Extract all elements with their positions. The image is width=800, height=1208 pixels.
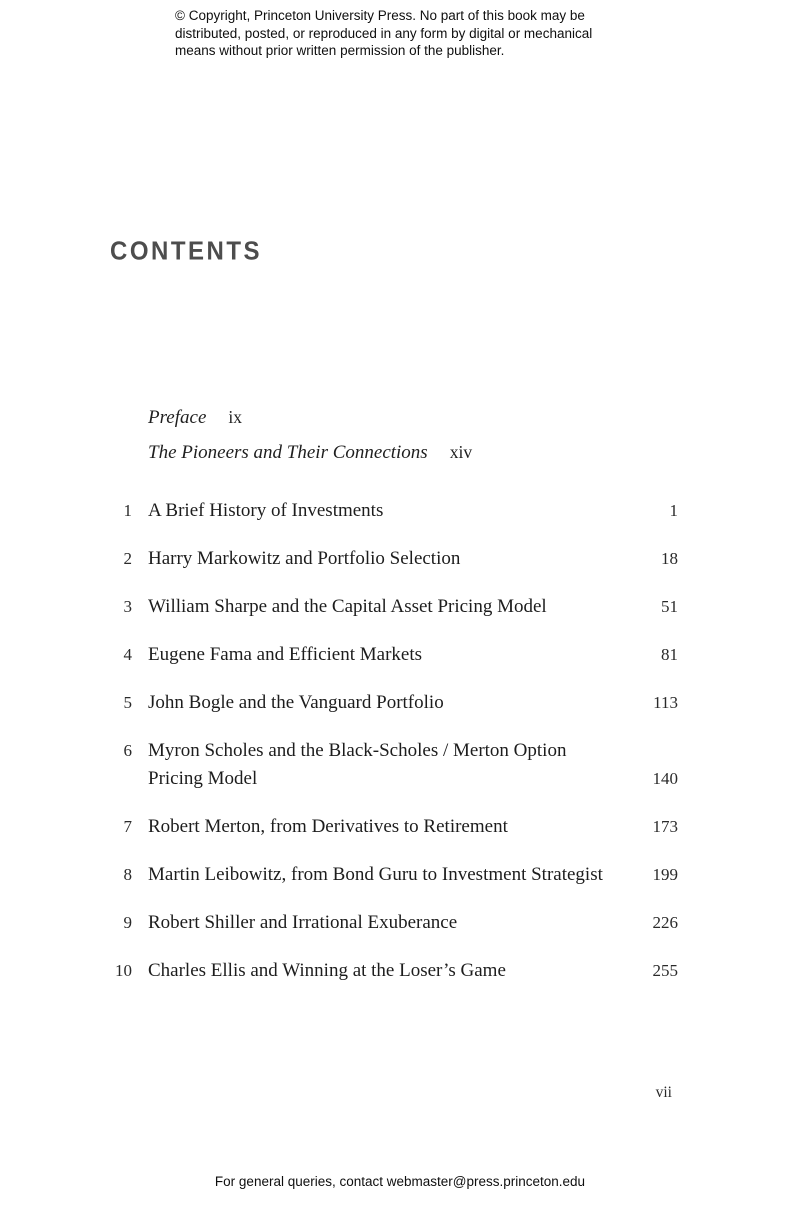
chapter-title: Charles Ellis and Winning at the Loser’s Game <box>148 960 506 981</box>
chapter-number: 2 <box>123 549 132 568</box>
chapter-number: 10 <box>115 961 132 980</box>
chapter-page: 51 <box>661 597 678 616</box>
toc-entry <box>112 909 678 937</box>
chapter-number: 5 <box>123 693 132 712</box>
chapter-title: John Bogle and the Vanguard Portfolio <box>148 692 444 713</box>
chapter-page: 140 <box>652 769 678 788</box>
chapter-title: Martin Leibowitz, from Bond Guru to Investment Strategist <box>148 864 603 885</box>
chapter-page: 18 <box>661 549 678 568</box>
chapter-page: 199 <box>652 865 678 884</box>
toc-entry <box>112 813 678 841</box>
chapter-page: 173 <box>652 817 678 836</box>
toc-entry <box>112 861 678 889</box>
chapter-title: Harry Markowitz and Portfolio Selection <box>148 548 461 569</box>
chapter-page: 81 <box>661 645 678 664</box>
toc-entry <box>112 497 678 525</box>
footer-query-text: For general queries, contact webmaster@press.princeton.edu <box>214 1174 586 1189</box>
chapter-page: 113 <box>653 693 678 712</box>
toc-entry <box>112 737 678 793</box>
toc-entry <box>112 545 678 573</box>
chapter-number: 9 <box>123 913 132 932</box>
copyright-notice: © Copyright, Princeton University Press. No part of this book may be distributed, posted, or reproduced in any form by digital or mechanical means without prior written permission of the publisher. <box>175 8 593 58</box>
page-folio: vii <box>655 1084 672 1101</box>
chapter-number: 3 <box>123 597 132 616</box>
chapter-page: 255 <box>652 961 678 980</box>
contents-heading: CONTENTS <box>110 237 262 267</box>
chapter-number: 4 <box>123 645 132 664</box>
chapter-number: 1 <box>123 501 132 520</box>
front-matter-page: xiv <box>449 442 473 462</box>
chapter-title: Robert Shiller and Irrational Exuberance <box>148 912 458 933</box>
front-matter-title: The Pioneers and Their Connections <box>148 442 428 463</box>
front-matter-item-pioneers <box>148 435 472 470</box>
front-matter-title: Preface <box>148 407 207 428</box>
chapter-number: 8 <box>123 865 132 884</box>
chapter-page: 1 <box>669 501 678 520</box>
chapter-number: 7 <box>123 817 132 836</box>
front-matter-item-preface <box>148 400 472 435</box>
chapter-number: 6 <box>123 741 132 760</box>
chapter-title: Eugene Fama and Efficient Markets <box>148 644 422 665</box>
chapter-title: William Sharpe and the Capital Asset Pricing Model <box>148 596 547 617</box>
toc-entry <box>112 689 678 717</box>
chapter-title: A Brief History of Investments <box>148 500 384 521</box>
chapter-title: Robert Merton, from Derivatives to Retirement <box>148 816 508 837</box>
front-matter-page: ix <box>228 407 242 427</box>
toc-entry <box>112 593 678 621</box>
toc-entry <box>112 641 678 669</box>
front-matter-list <box>148 400 472 470</box>
table-of-contents <box>112 497 678 985</box>
toc-entry <box>112 957 678 985</box>
chapter-title: Myron Scholes and the Black-Scholes / Merton Option Pricing Model <box>148 740 567 789</box>
chapter-page: 226 <box>652 913 678 932</box>
